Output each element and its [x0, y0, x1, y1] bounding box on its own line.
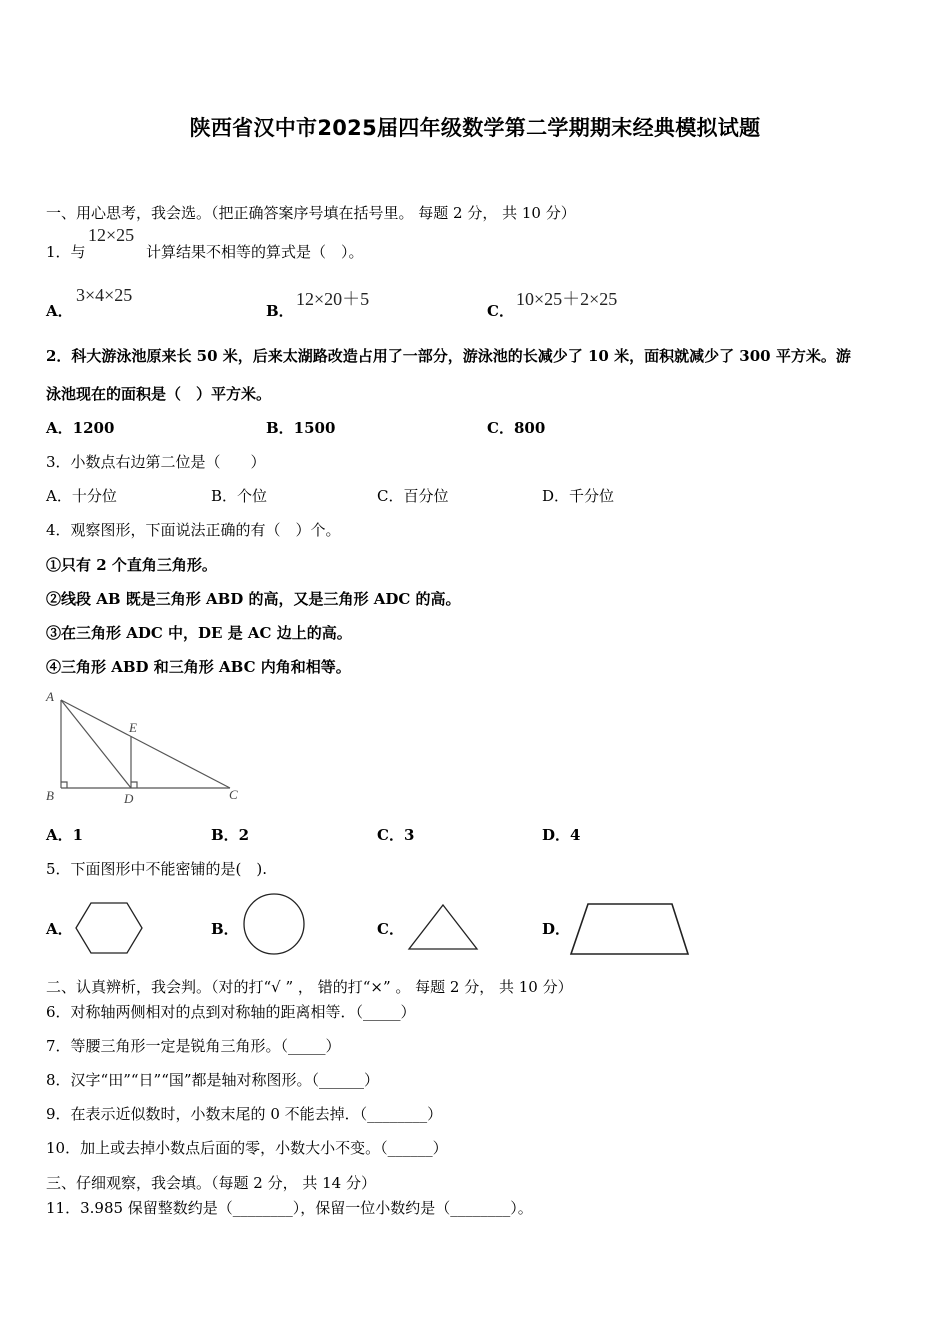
q8-text: 8．汉字“田”“日”“国”都是轴对称图形。（______） — [46, 1071, 380, 1089]
q2-text-line1: 2．科大游泳池原来长 50 米，后来太湖路改造占用了一部分，游泳池的长减少了 10 米，面积就减少了 300 平方米。游 — [46, 347, 851, 365]
q5-option-b-label: B． — [211, 920, 239, 938]
label-a: A — [46, 689, 54, 704]
circle-shape — [242, 892, 306, 956]
q2-option-a: A．1200 — [46, 419, 115, 437]
q11-text: 11．3.985 保留整数约是（________），保留一位小数约是（________）。 — [46, 1199, 533, 1217]
q6-text: 6．对称轴两侧相对的点到对称轴的距离相等．（_____） — [46, 1003, 416, 1021]
q5-option-a-label: A． — [46, 920, 73, 938]
q4-option-c: C．3 — [377, 826, 415, 844]
q4-text: 4．观察图形，下面说法正确的有（ ）个。 — [46, 521, 341, 539]
q9-text: 9．在表示近似数时，小数末尾的 0 不能去掉．（________） — [46, 1105, 443, 1123]
q3-text: 3．小数点右边第二位是（ ） — [46, 453, 266, 471]
q2-option-b: B．1500 — [266, 419, 336, 437]
q1-option-b-label: B． — [266, 302, 294, 320]
page-title: 陕西省汉中市2025届四年级数学第二学期期末经典模拟试题 — [189, 116, 761, 140]
section1-heading: 一、用心思考，我会选。（把正确答案序号填在括号里。 每题 2 分， 共 10 分） — [46, 204, 576, 222]
q1-prefix: 1．与 — [46, 243, 86, 261]
label-e: E — [129, 720, 137, 735]
q4-statement-4: ④三角形 ABD 和三角形 ABC 内角和相等。 — [46, 658, 351, 676]
right-angle-mark-b — [61, 782, 67, 788]
q7-text: 7．等腰三角形一定是锐角三角形。（_____） — [46, 1037, 341, 1055]
section2-heading: 二、认真辨析，我会判。（对的打“√ ” ， 错的打“×” 。 每题 2 分， 共 10 分） — [46, 978, 573, 996]
q1-option-c-label: C． — [487, 302, 514, 320]
q10-text: 10．加上或去掉小数点后面的零，小数大小不变。（______） — [46, 1139, 448, 1157]
q4-option-a: A．1 — [46, 826, 84, 844]
q3-option-b: B．个位 — [211, 487, 268, 505]
triangle-shape — [406, 902, 480, 952]
q4-triangle-figure — [44, 688, 244, 808]
q3-option-d: D．千分位 — [542, 487, 615, 505]
q5-text: 5．下面图形中不能密铺的是( ). — [46, 860, 268, 878]
q1-option-b-expr: 12×20＋5 — [296, 289, 370, 309]
q3-option-a: A．十分位 — [46, 487, 117, 505]
q3-option-c: C．百分位 — [377, 487, 449, 505]
q1-option-c-expr: 10×25＋2×25 — [516, 289, 618, 309]
q2-option-c: C．800 — [487, 419, 546, 437]
q4-option-d: D．4 — [542, 826, 581, 844]
q1-suffix: 计算结果不相等的算式是（ ）。 — [146, 243, 364, 261]
q1-option-a-expr: 3×4×25 — [76, 285, 133, 305]
hexagon-shape — [74, 900, 144, 956]
q4-statement-2: ②线段 AB 既是三角形 ABD 的高，又是三角形 ADC 的高。 — [46, 590, 461, 608]
label-c: C — [229, 787, 238, 802]
label-d: D — [124, 791, 134, 806]
q5-option-c-label: C． — [377, 920, 404, 938]
q4-option-b: B．2 — [211, 826, 250, 844]
label-b: B — [46, 788, 54, 803]
q4-statement-1: ①只有 2 个直角三角形。 — [46, 556, 217, 574]
trapezoid-shape — [568, 898, 692, 958]
segment-ac — [61, 700, 230, 788]
q1-option-a-label: A． — [46, 302, 73, 320]
segment-ad — [61, 700, 131, 788]
q4-statement-3: ③在三角形 ADC 中，DE 是 AC 边上的高。 — [46, 624, 352, 642]
section3-heading: 三、仔细观察，我会填。（每题 2 分， 共 14 分） — [46, 1174, 376, 1192]
q5-option-d-label: D． — [542, 920, 571, 938]
q1-expression: 12×25 — [88, 225, 135, 245]
right-angle-mark-d — [131, 782, 137, 788]
q2-text-line2: 泳池现在的面积是（ ）平方米。 — [46, 385, 272, 403]
